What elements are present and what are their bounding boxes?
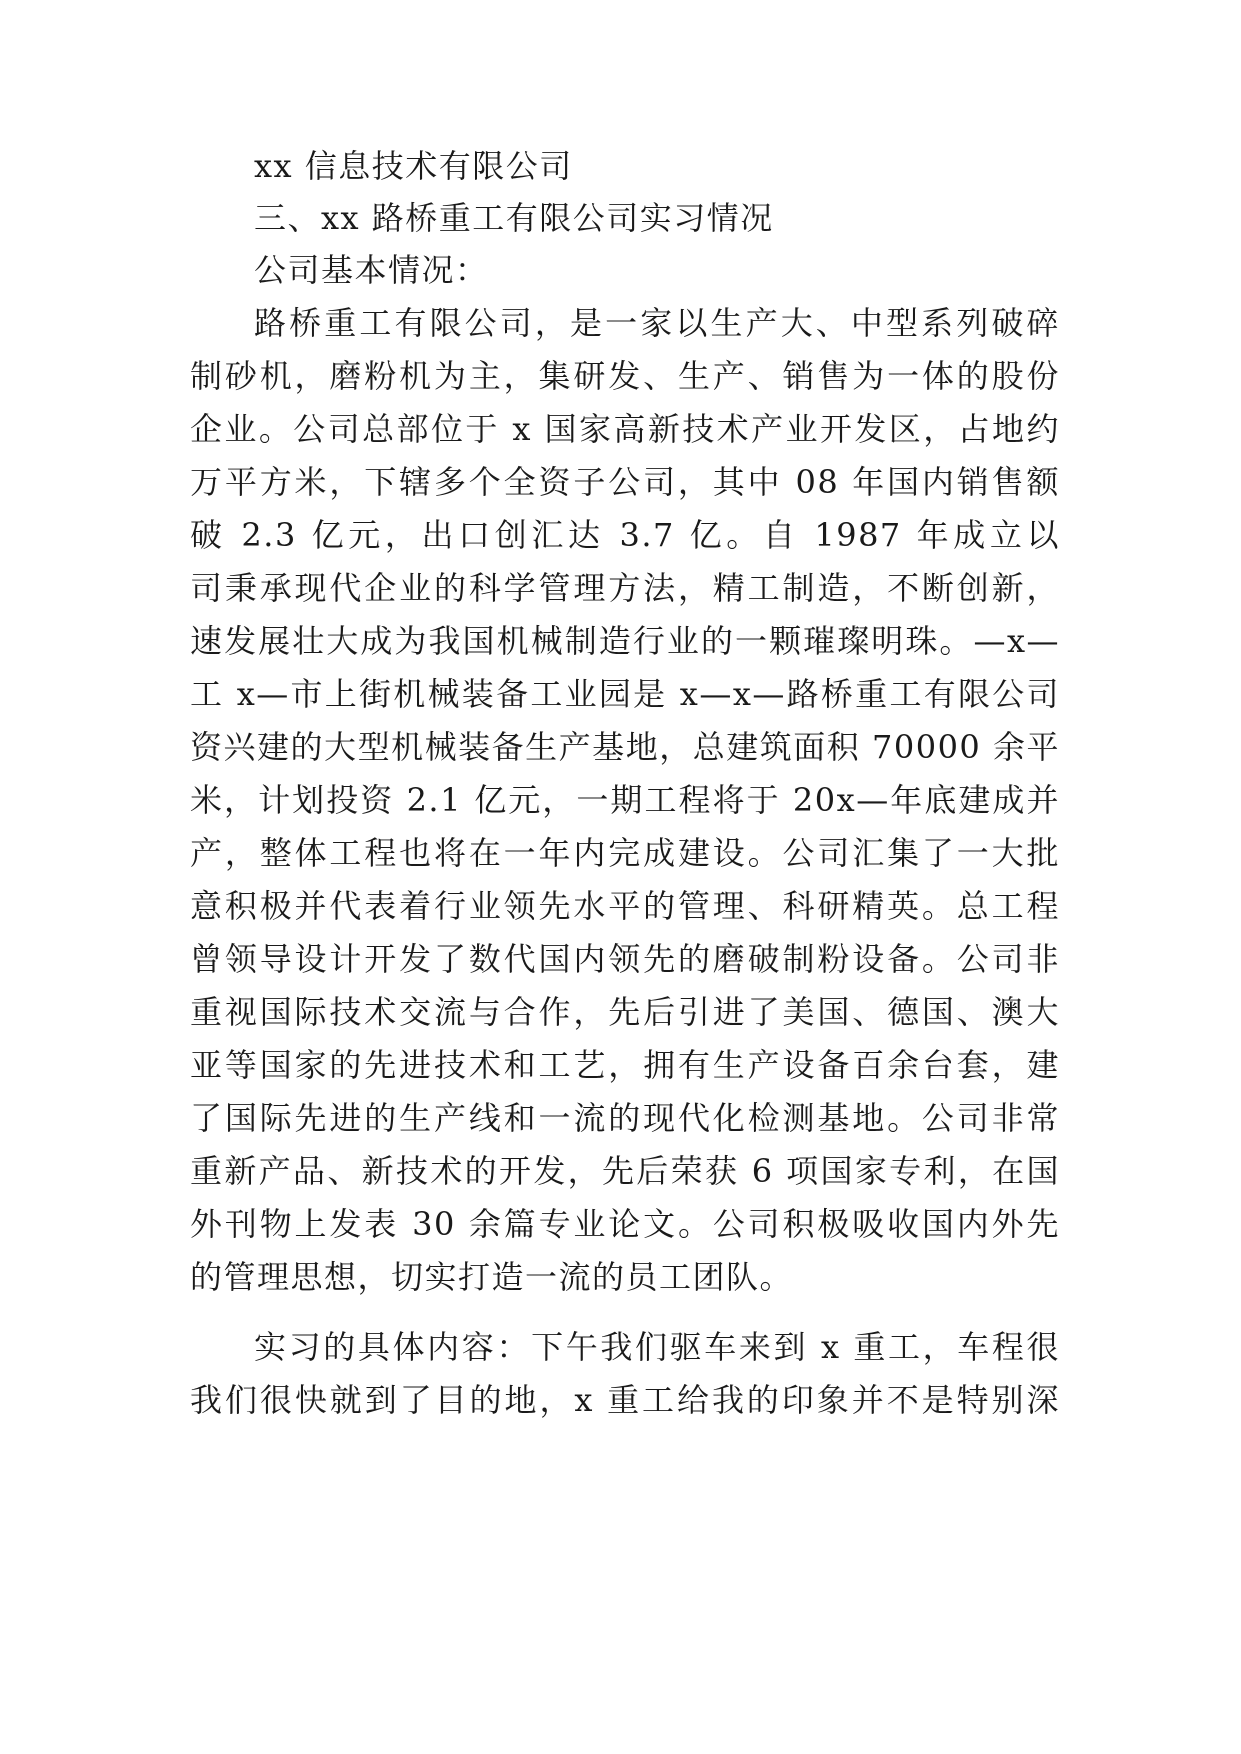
section-heading: 三、xx 路桥重工有限公司实习情况 <box>254 199 774 237</box>
paragraph-line: 资兴建的大型机械装备生产基地，总建筑面积 70000 余平 <box>190 728 1060 766</box>
paragraph-line: 重新产品、新技术的开发，先后荣获 6 项国家专利，在国 <box>190 1152 1060 1190</box>
paragraph-line: 实习的具体内容：下午我们驱车来到 x 重工，车程很 <box>254 1328 1060 1366</box>
paragraph-line: 企业。公司总部位于 x 国家高新技术产业开发区，占地约 <box>190 410 1060 448</box>
paragraph-line: 制砂机，磨粉机为主，集研发、生产、销售为一体的股份 <box>190 357 1060 395</box>
paragraph-line: 曾领导设计开发了数代国内领先的磨破制粉设备。公司非 <box>190 940 1060 978</box>
paragraph-last-line: 的管理思想，切实打造一流的员工团队。 <box>190 1258 794 1296</box>
paragraph-line: 意积极并代表着行业领先水平的管理、科研精英。总工程 <box>190 887 1060 925</box>
paragraph-line: 速发展壮大成为我国机械制造行业的一颗璀璨明珠。—x— <box>190 622 1060 660</box>
paragraph-line: 了国际先进的生产线和一流的现代化检测基地。公司非常 <box>190 1099 1060 1137</box>
paragraph-line: 破 2.3 亿元，出口创汇达 3.7 亿。自 1987 年成立以 <box>190 516 1060 554</box>
paragraph-line: 司秉承现代企业的科学管理方法，精工制造，不断创新， <box>190 569 1060 607</box>
paragraph-line: 外刊物上发表 30 余篇专业论文。公司积极吸收国内外先 <box>190 1205 1060 1243</box>
company-name-line: xx 信息技术有限公司 <box>254 147 573 185</box>
paragraph-line: 米，计划投资 2.1 亿元，一期工程将于 20x—年底建成并 <box>190 781 1060 819</box>
paragraph-line: 路桥重工有限公司，是一家以生产大、中型系列破碎 <box>254 304 1060 342</box>
paragraph-line: 亚等国家的先进技术和工艺，拥有生产设备百余台套，建 <box>190 1046 1060 1084</box>
paragraph-line: 我们很快就到了目的地，x 重工给我的印象并不是特别深 <box>190 1381 1060 1419</box>
paragraph-line: 工 x—市上街机械装备工业园是 x—x—路桥重工有限公司 <box>190 675 1060 713</box>
subsection-label: 公司基本情况： <box>254 251 489 289</box>
paragraph-line: 产，整体工程也将在一年内完成建设。公司汇集了一大批 <box>190 834 1060 872</box>
paragraph-line: 万平方米，下辖多个全资子公司，其中 08 年国内销售额 <box>190 463 1060 501</box>
paragraph-line: 重视国际技术交流与合作，先后引进了美国、德国、澳大 <box>190 993 1060 1031</box>
